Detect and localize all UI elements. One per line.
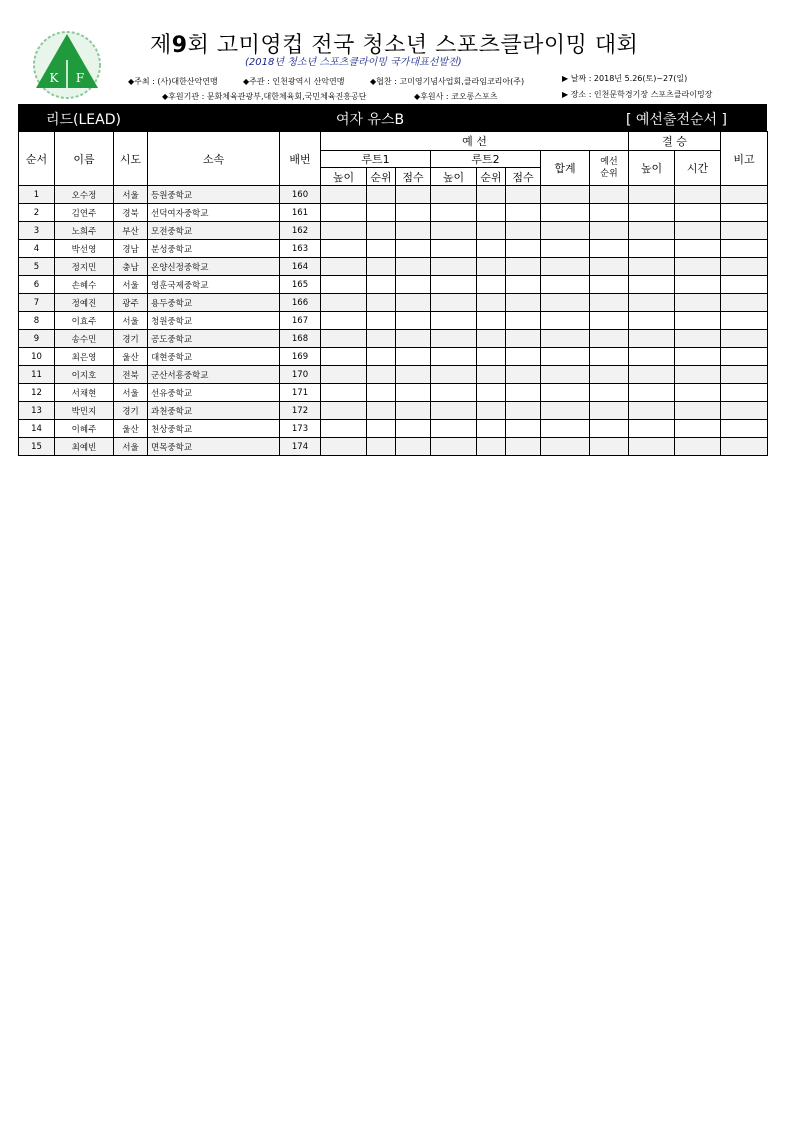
cell-route2-rank <box>477 276 506 294</box>
cell-final-height <box>629 384 675 402</box>
host-text: ◆주관 : 인천광역시 산악연맹 <box>243 77 345 86</box>
category-banner <box>18 104 767 131</box>
cell-total <box>541 240 590 258</box>
cell-name: 박선영 <box>55 240 114 258</box>
cell-total <box>541 276 590 294</box>
cell-route2-height <box>431 366 477 384</box>
cell-final-height <box>629 222 675 240</box>
cell-remarks <box>721 348 768 366</box>
cell-region: 충남 <box>114 258 148 276</box>
header-route2-rank: 순위 <box>477 168 506 186</box>
table-body <box>19 186 768 456</box>
cell-bib: 166 <box>280 294 321 312</box>
cell-time <box>675 420 721 438</box>
cell-remarks <box>721 258 768 276</box>
cell-route2-rank <box>477 258 506 276</box>
cell-route2-height <box>431 186 477 204</box>
cell-route2-rank <box>477 384 506 402</box>
cell-school: 과천중학교 <box>148 402 280 420</box>
sponsor-text: ◆후원사 : 코오롱스포츠 <box>414 92 498 101</box>
table-row <box>19 312 768 330</box>
cell-qual-rank <box>590 420 629 438</box>
table-row <box>19 420 768 438</box>
cell-route1-score <box>396 294 431 312</box>
cell-final-height <box>629 402 675 420</box>
cell-route2-height <box>431 258 477 276</box>
cell-route2-score <box>506 348 541 366</box>
cell-route1-score <box>396 312 431 330</box>
cell-school: 군산서흥중학교 <box>148 366 280 384</box>
cell-total <box>541 294 590 312</box>
table-row <box>19 258 768 276</box>
cell-time <box>675 294 721 312</box>
cell-region: 경기 <box>114 330 148 348</box>
cell-qual-rank <box>590 402 629 420</box>
cell-route2-score <box>506 366 541 384</box>
cell-school: 등원중학교 <box>148 186 280 204</box>
cell-time <box>675 312 721 330</box>
cell-remarks <box>721 312 768 330</box>
cell-remarks <box>721 222 768 240</box>
cell-order: 12 <box>19 384 55 402</box>
cell-total <box>541 330 590 348</box>
cell-route2-score <box>506 258 541 276</box>
cell-route1-height <box>321 384 367 402</box>
event-subtitle: (2018년 청소년 스포츠클라이밍 국가대표선발전) <box>245 57 462 68</box>
cell-bib: 165 <box>280 276 321 294</box>
cell-route1-rank <box>367 240 396 258</box>
cell-total <box>541 258 590 276</box>
venue-text: ▶ 장소 : 인천문학경기장 스포츠클라이밍장 <box>562 90 713 99</box>
cell-route2-score <box>506 222 541 240</box>
title-number: 9 <box>171 33 188 58</box>
cell-remarks <box>721 294 768 312</box>
cell-qual-rank <box>590 366 629 384</box>
header-qualification: 예 선 <box>321 132 629 151</box>
cell-route1-score <box>396 330 431 348</box>
cell-order: 9 <box>19 330 55 348</box>
organizer-text: ◆주최 : (사)대한산악연맹 <box>128 77 218 86</box>
cell-time <box>675 330 721 348</box>
cell-remarks <box>721 276 768 294</box>
cell-route2-rank <box>477 222 506 240</box>
cell-order: 3 <box>19 222 55 240</box>
table-row <box>19 384 768 402</box>
cell-total <box>541 222 590 240</box>
logo-letter-f: F <box>75 71 85 85</box>
table-row <box>19 276 768 294</box>
cell-qual-rank <box>590 258 629 276</box>
header-route2: 루트2 <box>431 151 541 168</box>
cell-region: 광주 <box>114 294 148 312</box>
cell-name: 오수정 <box>55 186 114 204</box>
cell-route2-rank <box>477 312 506 330</box>
cell-final-height <box>629 276 675 294</box>
header-route1: 루트1 <box>321 151 431 168</box>
cell-route1-rank <box>367 186 396 204</box>
cell-route2-rank <box>477 240 506 258</box>
date-text: ▶ 날짜 : 2018년 5.26(토)~27(일) <box>562 74 688 83</box>
cell-school: 영훈국제중학교 <box>148 276 280 294</box>
cell-order: 2 <box>19 204 55 222</box>
cell-total <box>541 402 590 420</box>
cell-route1-rank <box>367 276 396 294</box>
header-route1-rank: 순위 <box>367 168 396 186</box>
cell-final-height <box>629 348 675 366</box>
cell-route1-height <box>321 438 367 456</box>
cell-route1-score <box>396 276 431 294</box>
header-qual-rank-line1: 예선 <box>600 157 618 167</box>
cell-route2-score <box>506 186 541 204</box>
cell-route2-rank <box>477 366 506 384</box>
cell-final-height <box>629 204 675 222</box>
cell-bib: 170 <box>280 366 321 384</box>
cell-route2-score <box>506 312 541 330</box>
cell-route1-height <box>321 258 367 276</box>
cell-route1-rank <box>367 384 396 402</box>
cell-route1-height <box>321 222 367 240</box>
cell-qual-rank <box>590 348 629 366</box>
cell-route1-rank <box>367 366 396 384</box>
cell-time <box>675 222 721 240</box>
header-route2-height: 높이 <box>431 168 477 186</box>
table-row <box>19 438 768 456</box>
cell-school: 공도중학교 <box>148 330 280 348</box>
header-affiliation: 소속 <box>148 132 280 186</box>
title-suffix: 회 고미영컵 전국 청소년 스포츠클라이밍 대회 <box>187 33 639 58</box>
cell-total <box>541 204 590 222</box>
cell-route1-rank <box>367 294 396 312</box>
cell-name: 손혜수 <box>55 276 114 294</box>
cell-bib: 162 <box>280 222 321 240</box>
cell-region: 경북 <box>114 204 148 222</box>
table-row <box>19 366 768 384</box>
cell-route1-rank <box>367 420 396 438</box>
cell-route1-score <box>396 402 431 420</box>
header-route1-score: 점수 <box>396 168 431 186</box>
cell-name: 김연주 <box>55 204 114 222</box>
cell-route2-score <box>506 294 541 312</box>
cell-school: 모전중학교 <box>148 222 280 240</box>
cell-route2-rank <box>477 438 506 456</box>
cell-name: 최은영 <box>55 348 114 366</box>
header-total: 합계 <box>541 151 590 186</box>
cell-name: 이지호 <box>55 366 114 384</box>
cell-qual-rank <box>590 312 629 330</box>
cell-route1-height <box>321 240 367 258</box>
cell-name: 이혜주 <box>55 420 114 438</box>
cell-route2-height <box>431 330 477 348</box>
cell-route1-height <box>321 204 367 222</box>
cell-bib: 173 <box>280 420 321 438</box>
cell-route1-score <box>396 222 431 240</box>
cell-school: 선유중학교 <box>148 384 280 402</box>
cell-route2-rank <box>477 186 506 204</box>
cell-time <box>675 384 721 402</box>
cell-final-height <box>629 312 675 330</box>
cell-route2-height <box>431 348 477 366</box>
cell-time <box>675 276 721 294</box>
cell-final-height <box>629 366 675 384</box>
cell-route2-rank <box>477 348 506 366</box>
cell-final-height <box>629 438 675 456</box>
cell-total <box>541 438 590 456</box>
cell-route2-score <box>506 384 541 402</box>
cell-route1-rank <box>367 330 396 348</box>
table-row <box>19 294 768 312</box>
cell-order: 6 <box>19 276 55 294</box>
cell-name: 최예빈 <box>55 438 114 456</box>
cell-region: 서울 <box>114 312 148 330</box>
cell-region: 서울 <box>114 276 148 294</box>
cell-route1-score <box>396 438 431 456</box>
cell-route1-height <box>321 366 367 384</box>
cell-school: 청원중학교 <box>148 312 280 330</box>
cell-order: 14 <box>19 420 55 438</box>
cell-total <box>541 366 590 384</box>
cell-route1-score <box>396 204 431 222</box>
cell-remarks <box>721 204 768 222</box>
cell-final-height <box>629 420 675 438</box>
cell-route2-score <box>506 276 541 294</box>
cell-route1-height <box>321 402 367 420</box>
cell-route2-height <box>431 240 477 258</box>
cell-route1-score <box>396 366 431 384</box>
header-bib: 배번 <box>280 132 321 186</box>
cell-final-height <box>629 240 675 258</box>
cell-qual-rank <box>590 240 629 258</box>
cell-final-height <box>629 258 675 276</box>
kf-logo <box>32 30 102 100</box>
header-final: 결 승 <box>629 132 721 151</box>
cell-qual-rank <box>590 330 629 348</box>
cell-school: 용두중학교 <box>148 294 280 312</box>
cell-time <box>675 348 721 366</box>
cell-route1-rank <box>367 258 396 276</box>
cell-region: 경기 <box>114 402 148 420</box>
support-text: ◆후원기관 : 문화체육관광부,대한체육회,국민체육진흥공단 <box>162 92 367 101</box>
cell-total <box>541 312 590 330</box>
header-final-height: 높이 <box>629 151 675 186</box>
cell-qual-rank <box>590 204 629 222</box>
cell-region: 울산 <box>114 420 148 438</box>
cell-region: 울산 <box>114 348 148 366</box>
cell-final-height <box>629 294 675 312</box>
cell-total <box>541 420 590 438</box>
cell-bib: 172 <box>280 402 321 420</box>
sheet-type-label: [ 예선출전순서 ] <box>626 112 727 128</box>
cell-school: 면목중학교 <box>148 438 280 456</box>
cell-order: 10 <box>19 348 55 366</box>
cell-bib: 167 <box>280 312 321 330</box>
logo-letter-k: K <box>49 71 59 85</box>
cell-route1-height <box>321 330 367 348</box>
cell-route1-rank <box>367 204 396 222</box>
header-name: 이름 <box>55 132 114 186</box>
cell-route1-rank <box>367 438 396 456</box>
cell-region: 부산 <box>114 222 148 240</box>
cell-route2-height <box>431 276 477 294</box>
cell-name: 박민지 <box>55 402 114 420</box>
table-row <box>19 330 768 348</box>
cell-bib: 174 <box>280 438 321 456</box>
cell-remarks <box>721 384 768 402</box>
cell-route1-height <box>321 276 367 294</box>
cell-route1-score <box>396 186 431 204</box>
cell-order: 1 <box>19 186 55 204</box>
table-row <box>19 186 768 204</box>
start-order-table <box>18 131 768 456</box>
cell-bib: 171 <box>280 384 321 402</box>
cell-order: 7 <box>19 294 55 312</box>
cell-school: 대현중학교 <box>148 348 280 366</box>
cell-time <box>675 204 721 222</box>
cell-time <box>675 402 721 420</box>
cell-time <box>675 258 721 276</box>
cell-route2-height <box>431 294 477 312</box>
cell-bib: 163 <box>280 240 321 258</box>
cell-bib: 160 <box>280 186 321 204</box>
cell-remarks <box>721 366 768 384</box>
cell-name: 서채현 <box>55 384 114 402</box>
cell-route2-score <box>506 204 541 222</box>
cell-region: 전북 <box>114 366 148 384</box>
cell-route1-score <box>396 420 431 438</box>
cell-route2-height <box>431 312 477 330</box>
cell-route1-height <box>321 294 367 312</box>
cell-name: 정예진 <box>55 294 114 312</box>
cell-order: 4 <box>19 240 55 258</box>
cell-route2-rank <box>477 330 506 348</box>
cell-route2-height <box>431 402 477 420</box>
cell-qual-rank <box>590 294 629 312</box>
table-row <box>19 402 768 420</box>
cell-order: 5 <box>19 258 55 276</box>
cell-route2-rank <box>477 294 506 312</box>
cell-name: 이효주 <box>55 312 114 330</box>
cell-route2-score <box>506 438 541 456</box>
cell-route2-score <box>506 330 541 348</box>
cell-route1-rank <box>367 348 396 366</box>
cell-region: 서울 <box>114 186 148 204</box>
cell-route1-height <box>321 420 367 438</box>
header-route1-height: 높이 <box>321 168 367 186</box>
cell-name: 송수민 <box>55 330 114 348</box>
cell-final-height <box>629 186 675 204</box>
cell-bib: 169 <box>280 348 321 366</box>
cell-route1-score <box>396 384 431 402</box>
cell-time <box>675 366 721 384</box>
header-qual-rank <box>590 151 629 186</box>
cell-route1-score <box>396 348 431 366</box>
cell-school: 분성중학교 <box>148 240 280 258</box>
cell-school: 선덕여자중학교 <box>148 204 280 222</box>
cell-school: 온양신정중학교 <box>148 258 280 276</box>
cell-bib: 161 <box>280 204 321 222</box>
cell-bib: 168 <box>280 330 321 348</box>
cell-route1-height <box>321 312 367 330</box>
cell-route1-score <box>396 240 431 258</box>
cell-order: 11 <box>19 366 55 384</box>
cell-region: 서울 <box>114 384 148 402</box>
header-order: 순서 <box>19 132 55 186</box>
table-row <box>19 204 768 222</box>
cooperation-text: ◆협찬 : 고미영기념사업회,클라임코리아(주) <box>370 77 525 86</box>
header-remarks: 비고 <box>721 132 768 186</box>
cell-route2-rank <box>477 402 506 420</box>
cell-qual-rank <box>590 186 629 204</box>
cell-route2-height <box>431 384 477 402</box>
cell-qual-rank <box>590 384 629 402</box>
header-route2-score: 점수 <box>506 168 541 186</box>
cell-final-height <box>629 330 675 348</box>
table-row <box>19 222 768 240</box>
cell-total <box>541 348 590 366</box>
cell-remarks <box>721 438 768 456</box>
header-time: 시간 <box>675 151 721 186</box>
cell-route1-score <box>396 258 431 276</box>
category-label: 여자 유스B <box>336 112 405 128</box>
cell-name: 노희주 <box>55 222 114 240</box>
cell-route1-rank <box>367 402 396 420</box>
discipline-label: 리드(LEAD) <box>46 112 121 128</box>
cell-remarks <box>721 186 768 204</box>
cell-region: 서울 <box>114 438 148 456</box>
cell-total <box>541 186 590 204</box>
table-row <box>19 348 768 366</box>
cell-route2-height <box>431 438 477 456</box>
cell-remarks <box>721 330 768 348</box>
cell-route2-rank <box>477 204 506 222</box>
cell-time <box>675 438 721 456</box>
cell-time <box>675 240 721 258</box>
cell-remarks <box>721 420 768 438</box>
cell-route2-score <box>506 420 541 438</box>
cell-route2-height <box>431 222 477 240</box>
cell-qual-rank <box>590 276 629 294</box>
cell-total <box>541 384 590 402</box>
cell-route2-score <box>506 240 541 258</box>
cell-region: 경남 <box>114 240 148 258</box>
cell-remarks <box>721 240 768 258</box>
cell-route1-height <box>321 186 367 204</box>
cell-route1-height <box>321 348 367 366</box>
cell-remarks <box>721 402 768 420</box>
cell-time <box>675 186 721 204</box>
table-row <box>19 240 768 258</box>
cell-route2-height <box>431 420 477 438</box>
cell-name: 정지민 <box>55 258 114 276</box>
cell-route2-rank <box>477 420 506 438</box>
cell-bib: 164 <box>280 258 321 276</box>
cell-qual-rank <box>590 438 629 456</box>
cell-order: 15 <box>19 438 55 456</box>
title-prefix: 제 <box>150 33 172 58</box>
header-qual-rank-line2: 순위 <box>600 169 618 179</box>
cell-route2-score <box>506 402 541 420</box>
header-region: 시도 <box>114 132 148 186</box>
cell-school: 천상중학교 <box>148 420 280 438</box>
cell-route1-rank <box>367 222 396 240</box>
cell-order: 13 <box>19 402 55 420</box>
cell-route2-height <box>431 204 477 222</box>
cell-route1-rank <box>367 312 396 330</box>
cell-order: 8 <box>19 312 55 330</box>
cell-qual-rank <box>590 222 629 240</box>
